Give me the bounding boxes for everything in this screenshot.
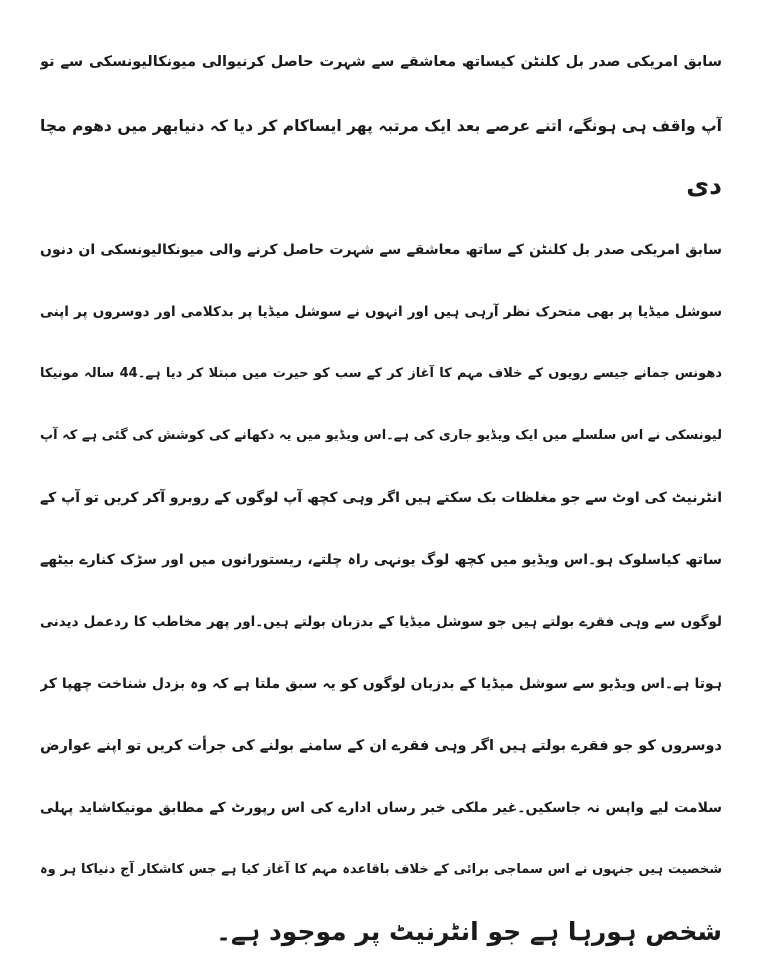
paragraph-1-line-2: آپ واقف ہی ہونگے، اتنے عرصے بعد ایک مرتبہ پھر ایساکام کر دیا کہ دنیابھر میں دھوم مچا xyxy=(40,117,722,135)
paragraph-2-line-2: سوشل میڈیا پر بھی متحرک نظر آرہی ہیں اور انہوں نے سوشل میڈیا پر بدکلامی اور دوسروں پر اپنی xyxy=(40,304,722,320)
paragraph-2-line-5: انٹرنیٹ کی اوٹ سے جو مغلظات بک سکتے ہیں اگر وہی کچھ آپ لوگوں کے روبرو آکر کریں تو آپ کے xyxy=(40,490,722,506)
paragraph-2-line-3: دھونس جمانے جیسے رویوں کے خلاف مہم کا آغاز کر کے سب کو حیرت میں مبتلا کر دیا ہے۔44 سالہ مونیکا xyxy=(40,366,722,381)
paragraph-2-line-9: دوسروں کو جو فقرے بولتے ہیں اگر وہی فقرے ان کے سامنے بولنے کی جرأت کریں تو اپنے عوارض xyxy=(40,738,722,754)
paragraph-2-line-11: شخصیت ہیں جنہوں نے اس سماجی برائی کے خلاف باقاعدہ مہم کا آغاز کیا ہے جس کاشکار آج دنیاکا ہر وہ xyxy=(40,862,722,877)
paragraph-2-line-10: سلامت لیے واپس نہ جاسکیں۔غیر ملکی خبر رساں ادارے کی اس رپورٹ کے مطابق مونیکاشاید پہلی xyxy=(40,800,722,816)
paragraph-2-line-12: شخص ہورہا ہے جو انٹرنیٹ پر موجود ہے۔ xyxy=(216,917,722,946)
paragraph-2-line-7: لوگوں سے وہی فقرے بولتے ہیں جو سوشل میڈیا کے بدزبان بولتے ہیں۔اور پھر مخاطب کا ردعمل دیدنی xyxy=(40,614,722,630)
paragraph-2-line-8: ہوتا ہے۔اس ویڈیو سے سوشل میڈیا کے بدزبان لوگوں کو یہ سبق ملتا ہے کہ وہ بزدل شناخت چھپا کر xyxy=(40,676,722,692)
paragraph-1-line-3: دی xyxy=(686,171,722,200)
paragraph-2-line-6: ساتھ کیاسلوک ہو۔اس ویڈیو میں کچھ لوگ یونہی راہ چلتے، ریستورانوں میں اور سڑک کنارے بیٹھے xyxy=(40,552,722,568)
paragraph-2-line-4: لیونسکی نے اس سلسلے میں ایک ویڈیو جاری کی ہے۔اس ویڈیو میں یہ دکھانے کی کوشش کی گئی ہے کہ آپ xyxy=(40,428,722,443)
paragraph-2-line-1: سابق امریکی صدر بل کلنٹن کے ساتھ معاشقے سے شہرت حاصل کرنے والی میونکالیونسکی ان دنوں xyxy=(40,242,722,258)
paragraph-1-line-1: سابق امریکی صدر بل کلنٹن کیساتھ معاشقے سے شہرت حاصل کرنیوالی میونکالیونسکی سے تو xyxy=(40,54,722,70)
